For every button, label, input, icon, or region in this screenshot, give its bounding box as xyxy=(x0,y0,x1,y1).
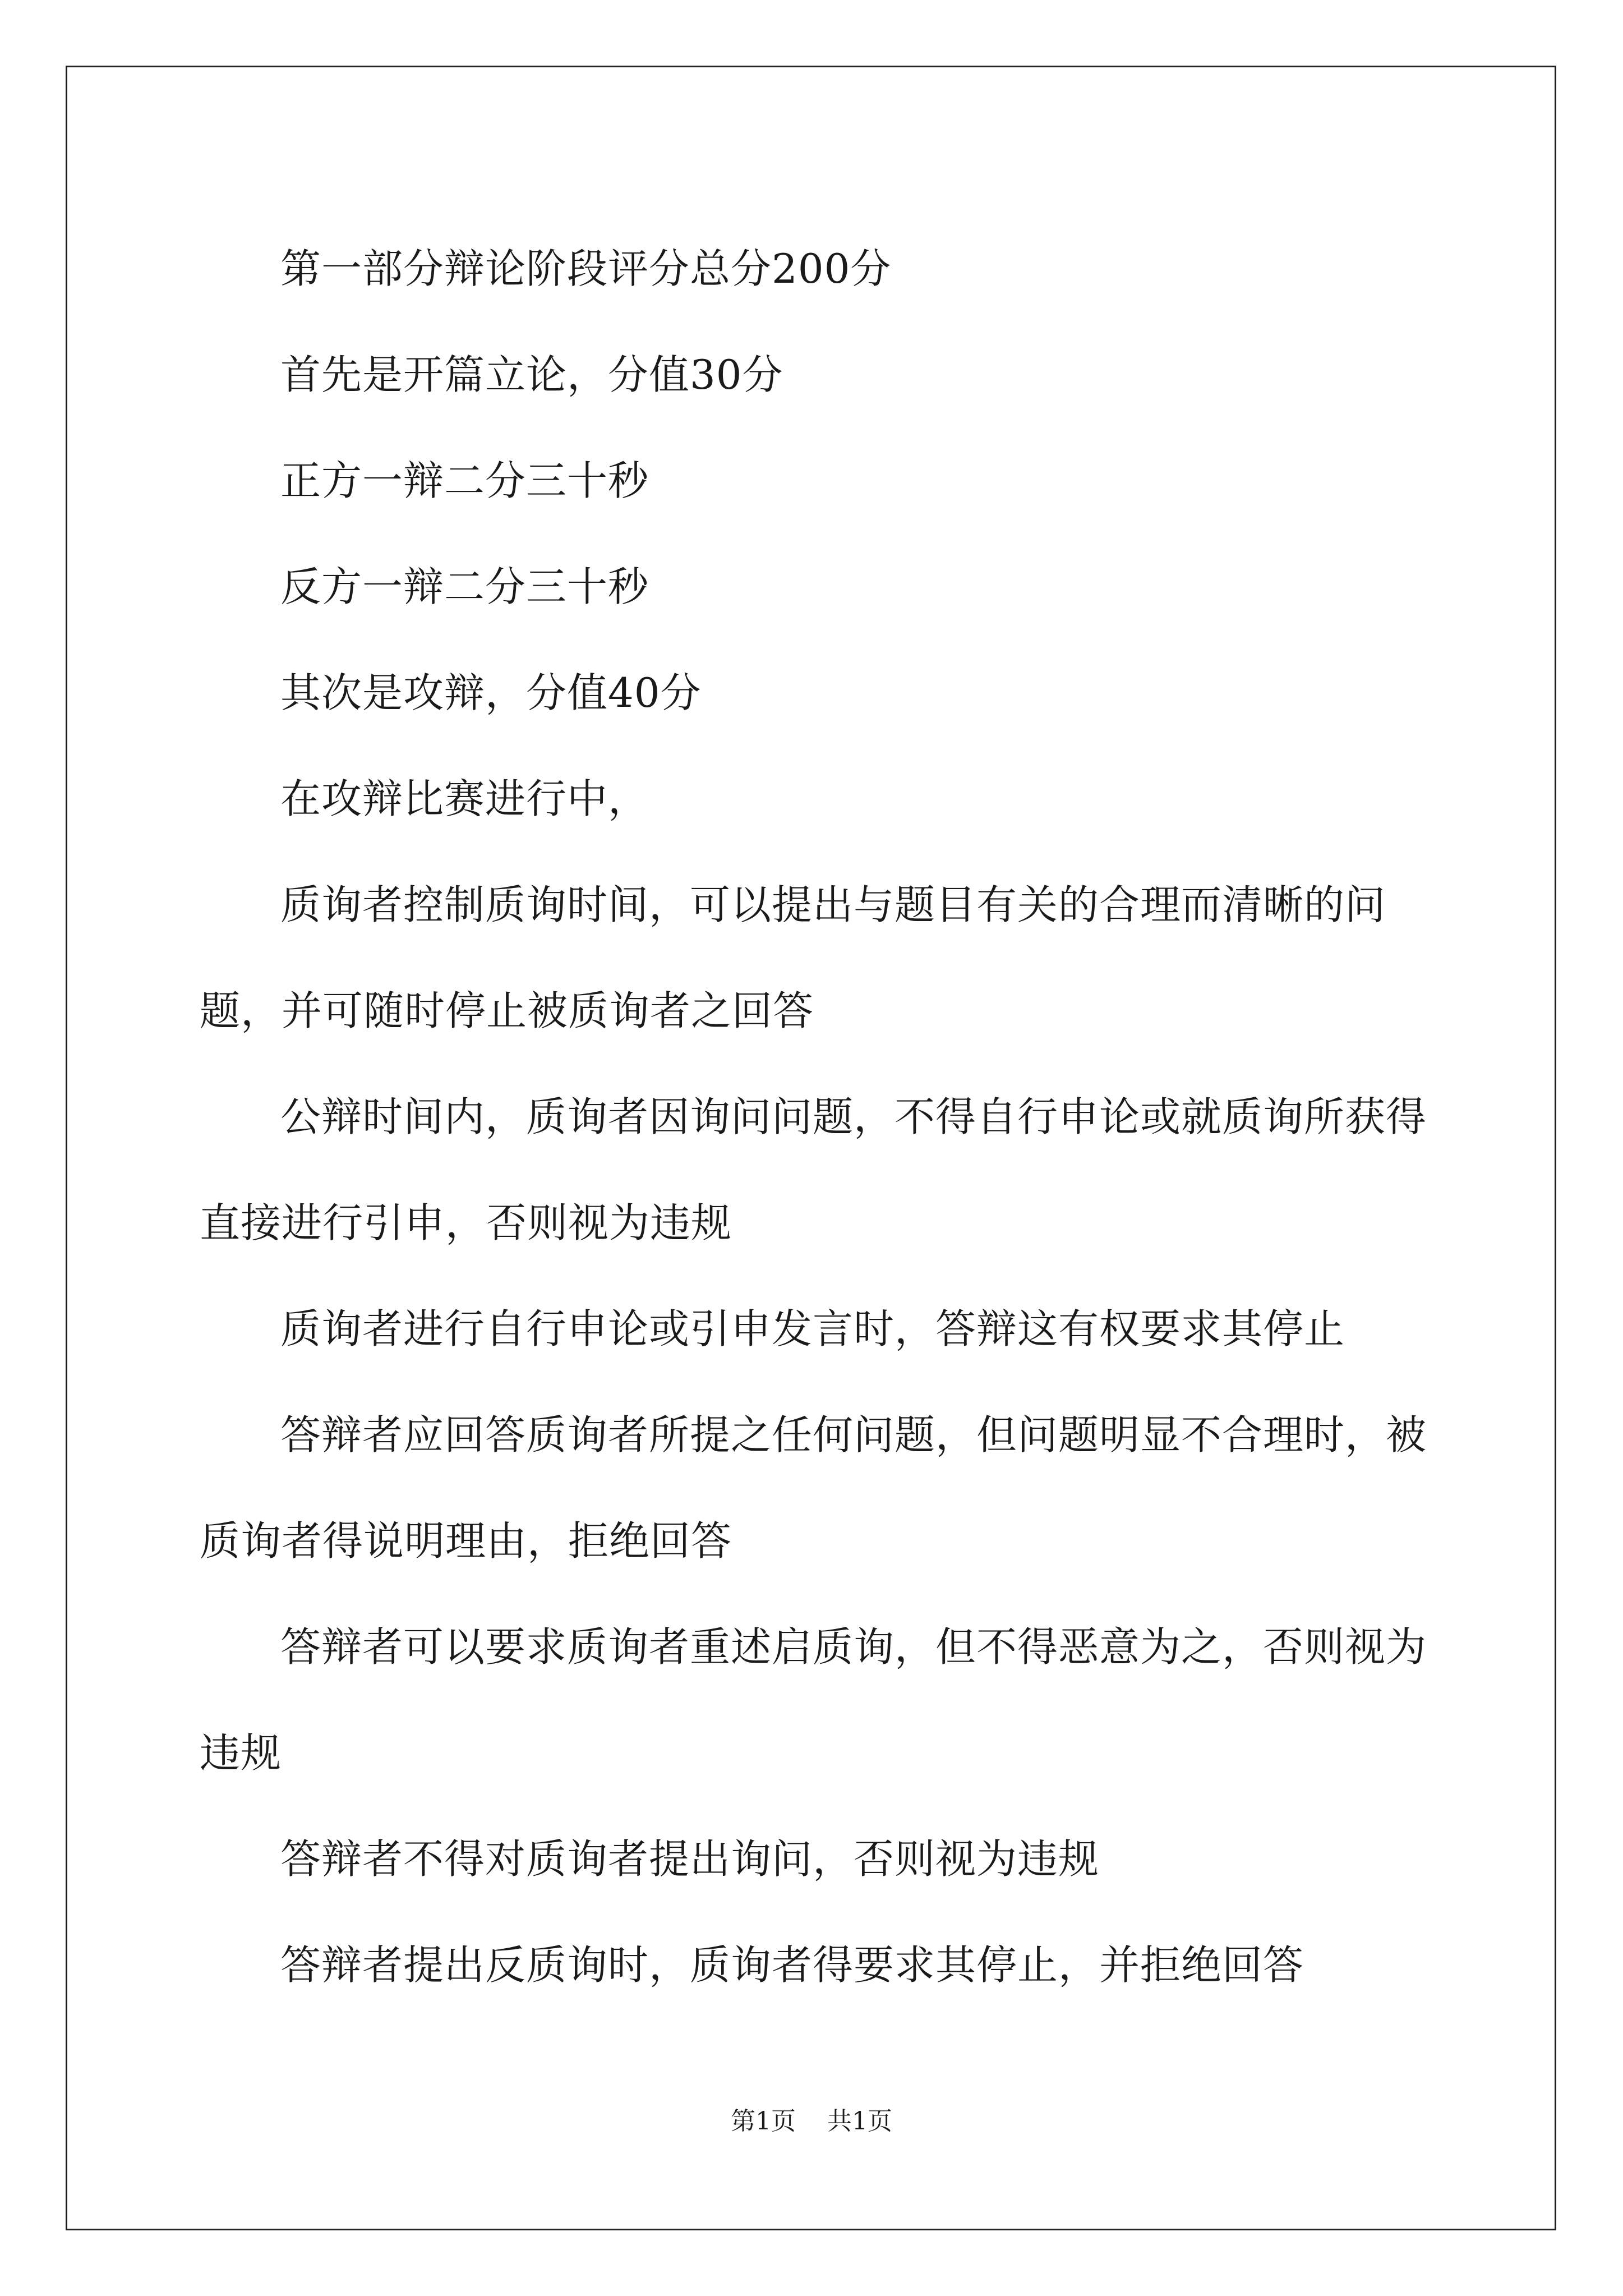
paragraph-during-match: 在攻辩比赛进行中， xyxy=(280,775,649,822)
paragraph-restate-request: 答辩者可以要求质询者重述启质询，但不得恶意为之，否则视为违规 xyxy=(200,1623,1427,1777)
page-footer xyxy=(0,2101,1623,2137)
paragraph-questioner-control: 质询者控制质询时间，可以提出与题目有关的合理而清晰的问题，并可随时停止被质询者之回答 xyxy=(200,881,1386,1034)
paragraph-opening-statement: 首先是开篇立论，分值30分 xyxy=(280,351,783,398)
paragraph-respondent-answer: 答辩者应回答质询者所提之任何问题，但问题明显不合理时，被质询者得说明理由，拒绝回答 xyxy=(200,1411,1427,1565)
paragraph-respondent-right: 质询者进行自行申论或引申发言时，答辩这有权要求其停止 xyxy=(280,1305,1345,1352)
paragraph-cross-examination: 其次是攻辩，分值40分 xyxy=(280,669,702,716)
paragraph-score-total: 第一部分辩论阶段评分总分200分 xyxy=(280,245,892,292)
page-number: 第1页 xyxy=(731,2107,796,2136)
paragraph-no-counter-question: 答辩者不得对质询者提出询问，否则视为违规 xyxy=(280,1835,1100,1883)
paragraph-negative-first: 反方一辩二分三十秒 xyxy=(280,563,649,610)
page-total: 共1页 xyxy=(827,2107,892,2136)
document-body xyxy=(200,216,1445,2018)
paragraph-public-debate: 公辩时间内，质询者因询问问题，不得自行申论或就质询所获得直接进行引申，否则视为违规 xyxy=(200,1093,1427,1246)
paragraph-counter-question: 答辩者提出反质询时，质询者得要求其停止，并拒绝回答 xyxy=(280,1941,1304,1989)
paragraph-affirmative-first: 正方一辩二分三十秒 xyxy=(280,457,649,504)
